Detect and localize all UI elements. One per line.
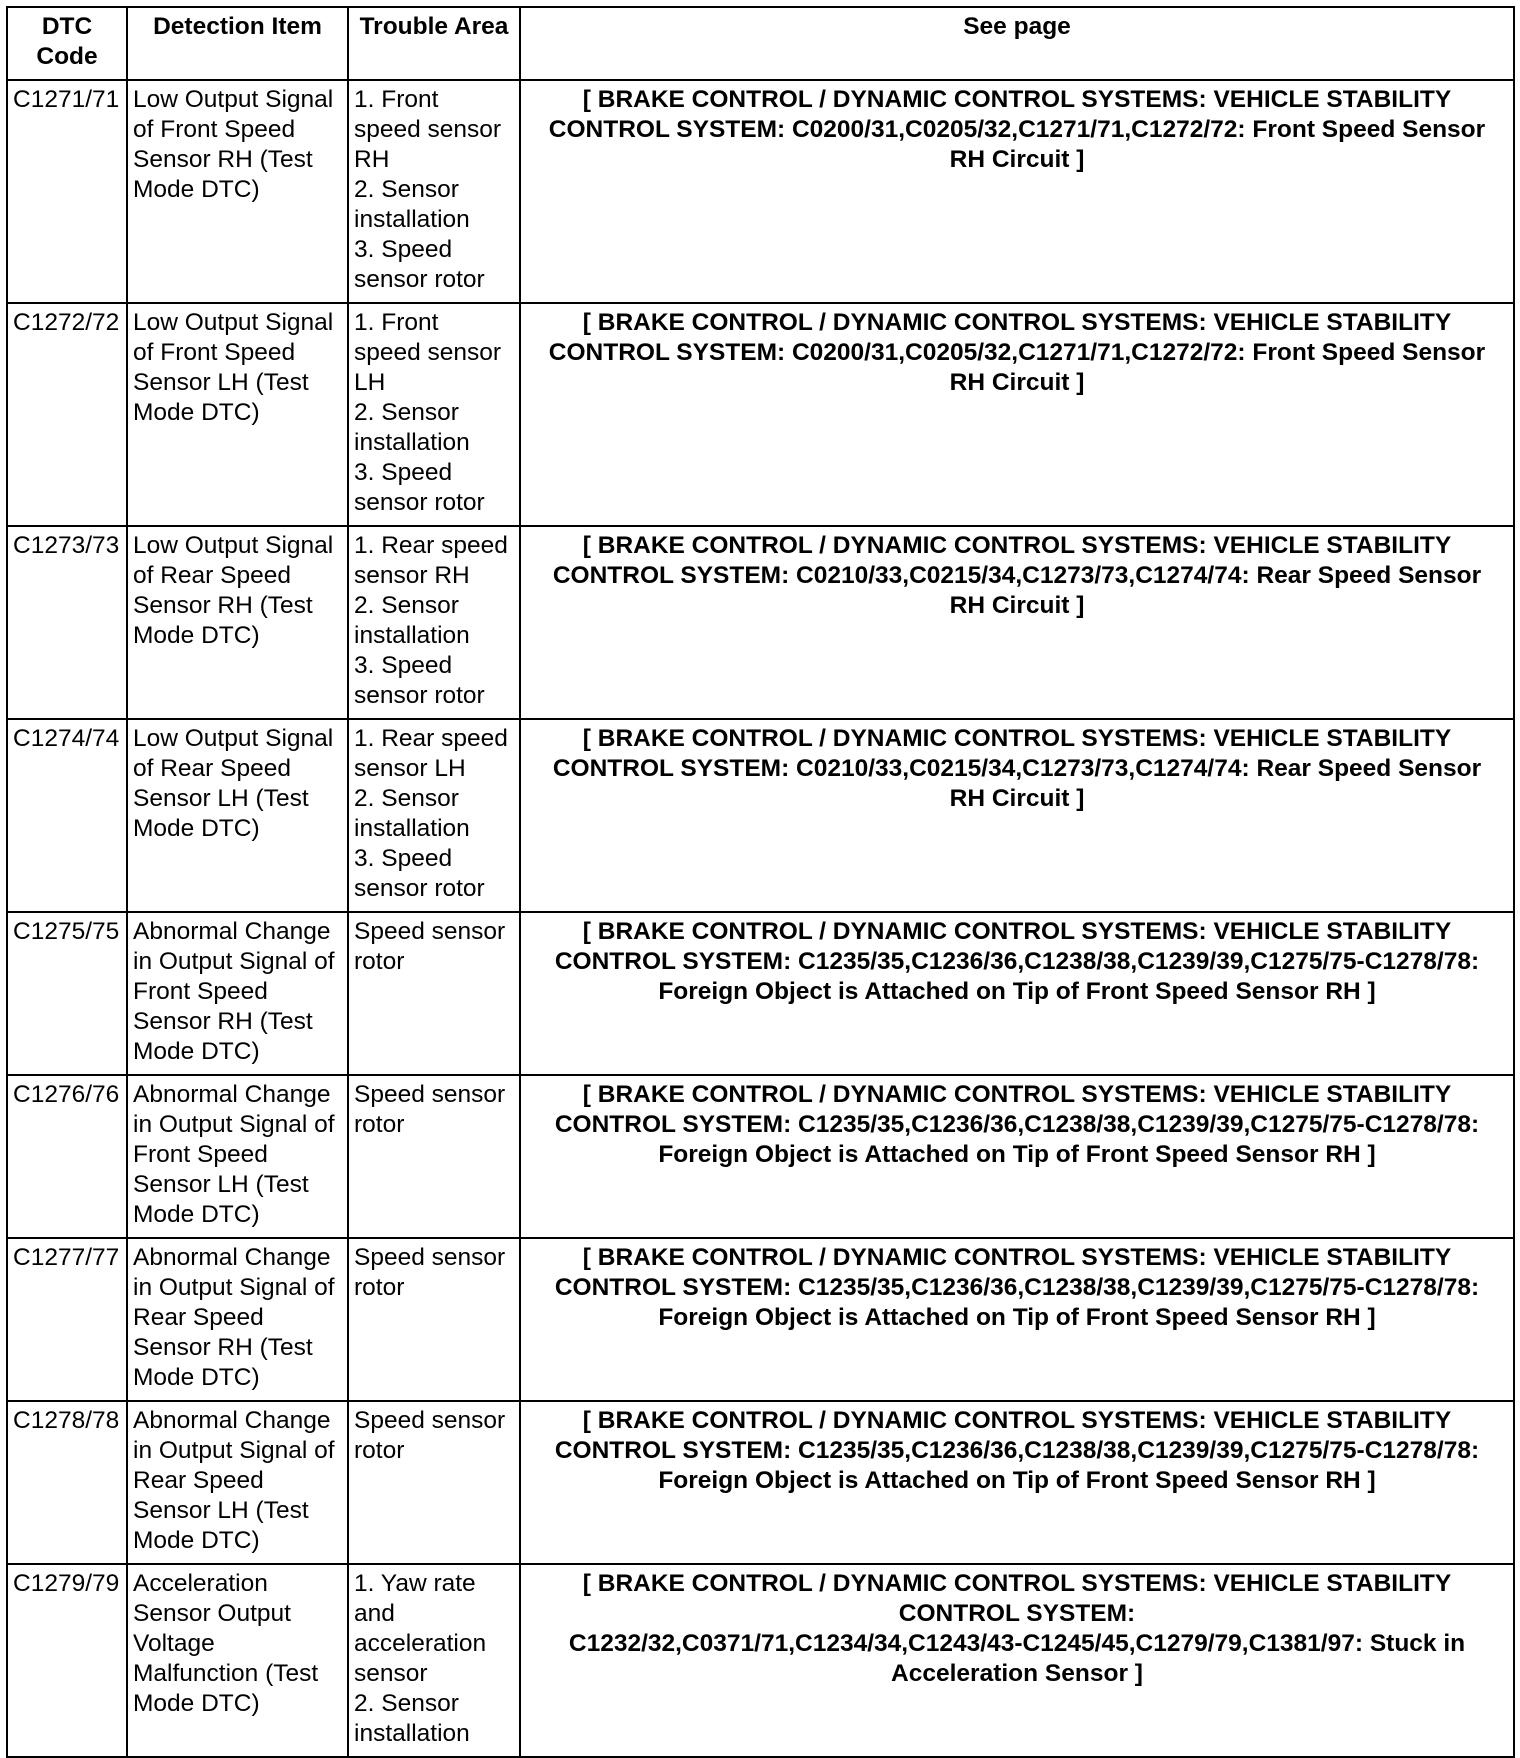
trouble-area-cell: Speed sensor rotor <box>348 912 520 1075</box>
detection-item-cell: Low Output Signal of Front Speed Sensor RH (Test Mode DTC) <box>127 80 348 303</box>
table-row <box>7 526 1514 719</box>
see-page-link[interactable]: [ BRAKE CONTROL / DYNAMIC CONTROL SYSTEMS: VEHICLE STABILITY CONTROL SYSTEM: C1235/35,C1236/36,C1238/38,C1239/39,C1275/75-C1278/78: Foreign Object is Attached on Tip of Front Speed Sensor RH ] <box>520 1075 1514 1238</box>
table-row <box>7 912 1514 1075</box>
detection-item-cell: Abnormal Change in Output Signal of Rear Speed Sensor RH (Test Mode DTC) <box>127 1238 348 1401</box>
dtc-code-cell: C1277/77 <box>7 1238 127 1401</box>
table-row <box>7 1401 1514 1564</box>
trouble-area-cell: 1. Rear speed sensor LH 2. Sensor installation 3. Speed sensor rotor <box>348 719 520 912</box>
trouble-area-cell: 1. Yaw rate and acceleration sensor 2. Sensor installation <box>348 1564 520 1757</box>
detection-item-cell: Abnormal Change in Output Signal of Rear Speed Sensor LH (Test Mode DTC) <box>127 1401 348 1564</box>
table-row <box>7 1238 1514 1401</box>
detection-item-cell: Low Output Signal of Front Speed Sensor LH (Test Mode DTC) <box>127 303 348 526</box>
dtc-code-cell: C1272/72 <box>7 303 127 526</box>
see-page-link[interactable]: [ BRAKE CONTROL / DYNAMIC CONTROL SYSTEMS: VEHICLE STABILITY CONTROL SYSTEM: C0200/31,C0205/32,C1271/71,C1272/72: Front Speed Sensor RH Circuit ] <box>520 80 1514 303</box>
dtc-code-cell: C1278/78 <box>7 1401 127 1564</box>
detection-item-cell: Abnormal Change in Output Signal of Front Speed Sensor RH (Test Mode DTC) <box>127 912 348 1075</box>
header-see-page: See page <box>520 7 1514 80</box>
detection-item-cell: Low Output Signal of Rear Speed Sensor LH (Test Mode DTC) <box>127 719 348 912</box>
trouble-area-cell: Speed sensor rotor <box>348 1401 520 1564</box>
trouble-area-cell: 1. Front speed sensor RH 2. Sensor installation 3. Speed sensor rotor <box>348 80 520 303</box>
table-header-row <box>7 7 1514 80</box>
trouble-area-cell: Speed sensor rotor <box>348 1075 520 1238</box>
header-dtc-code: DTC Code <box>7 7 127 80</box>
see-page-link[interactable]: [ BRAKE CONTROL / DYNAMIC CONTROL SYSTEMS: VEHICLE STABILITY CONTROL SYSTEM: C1232/32,C0371/71,C1234/34,C1243/43-C1245/45,C1279/79,C1381/97: Stuck in Acceleration Sensor ] <box>520 1564 1514 1757</box>
detection-item-cell: Abnormal Change in Output Signal of Front Speed Sensor LH (Test Mode DTC) <box>127 1075 348 1238</box>
dtc-code-cell: C1273/73 <box>7 526 127 719</box>
dtc-code-cell: C1279/79 <box>7 1564 127 1757</box>
header-detection-item: Detection Item <box>127 7 348 80</box>
dtc-code-cell: C1275/75 <box>7 912 127 1075</box>
table-row <box>7 1564 1514 1757</box>
trouble-area-cell: 1. Front speed sensor LH 2. Sensor installation 3. Speed sensor rotor <box>348 303 520 526</box>
trouble-area-cell: Speed sensor rotor <box>348 1238 520 1401</box>
header-trouble-area: Trouble Area <box>348 7 520 80</box>
table-row <box>7 303 1514 526</box>
see-page-link[interactable]: [ BRAKE CONTROL / DYNAMIC CONTROL SYSTEMS: VEHICLE STABILITY CONTROL SYSTEM: C0210/33,C0215/34,C1273/73,C1274/74: Rear Speed Sensor RH Circuit ] <box>520 719 1514 912</box>
see-page-link[interactable]: [ BRAKE CONTROL / DYNAMIC CONTROL SYSTEMS: VEHICLE STABILITY CONTROL SYSTEM: C1235/35,C1236/36,C1238/38,C1239/39,C1275/75-C1278/78: Foreign Object is Attached on Tip of Front Speed Sensor RH ] <box>520 1238 1514 1401</box>
see-page-link[interactable]: [ BRAKE CONTROL / DYNAMIC CONTROL SYSTEMS: VEHICLE STABILITY CONTROL SYSTEM: C0210/33,C0215/34,C1273/73,C1274/74: Rear Speed Sensor RH Circuit ] <box>520 526 1514 719</box>
detection-item-cell: Low Output Signal of Rear Speed Sensor RH (Test Mode DTC) <box>127 526 348 719</box>
table-row <box>7 80 1514 303</box>
see-page-link[interactable]: [ BRAKE CONTROL / DYNAMIC CONTROL SYSTEMS: VEHICLE STABILITY CONTROL SYSTEM: C1235/35,C1236/36,C1238/38,C1239/39,C1275/75-C1278/78: Foreign Object is Attached on Tip of Front Speed Sensor RH ] <box>520 912 1514 1075</box>
table-row <box>7 719 1514 912</box>
see-page-link[interactable]: [ BRAKE CONTROL / DYNAMIC CONTROL SYSTEMS: VEHICLE STABILITY CONTROL SYSTEM: C0200/31,C0205/32,C1271/71,C1272/72: Front Speed Sensor RH Circuit ] <box>520 303 1514 526</box>
dtc-code-cell: C1271/71 <box>7 80 127 303</box>
dtc-code-cell: C1274/74 <box>7 719 127 912</box>
trouble-area-cell: 1. Rear speed sensor RH 2. Sensor installation 3. Speed sensor rotor <box>348 526 520 719</box>
table-row <box>7 1075 1514 1238</box>
see-page-link[interactable]: [ BRAKE CONTROL / DYNAMIC CONTROL SYSTEMS: VEHICLE STABILITY CONTROL SYSTEM: C1235/35,C1236/36,C1238/38,C1239/39,C1275/75-C1278/78: Foreign Object is Attached on Tip of Front Speed Sensor RH ] <box>520 1401 1514 1564</box>
detection-item-cell: Acceleration Sensor Output Voltage Malfunction (Test Mode DTC) <box>127 1564 348 1757</box>
dtc-code-cell: C1276/76 <box>7 1075 127 1238</box>
dtc-table <box>6 6 1515 1758</box>
